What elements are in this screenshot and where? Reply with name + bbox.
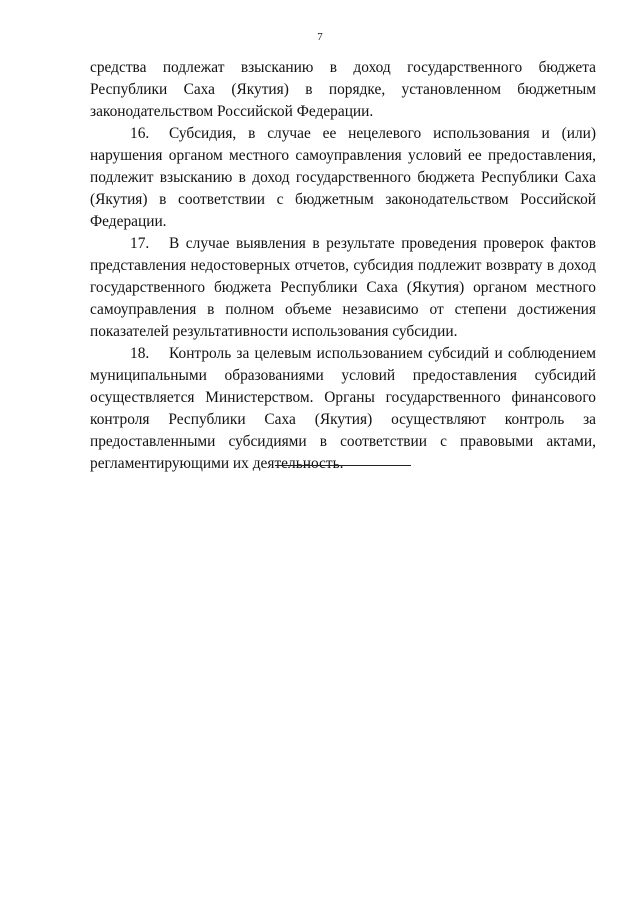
- paragraph-number: 17.: [130, 235, 150, 252]
- paragraph-text: Субсидия, в случае ее нецелевого использования и (или) нарушения органом местного самоуправления условий ее предоставления, подлежит взысканию в доход государственного бюджета Республики Саха (Якутия) в соответствии с бюджетным законодательством Российской Федерации.: [90, 125, 596, 230]
- paragraph-continuation: [90, 57, 596, 123]
- paragraph-text: В случае выявления в результате проведения проверок фактов представления недостоверных отчетов, субсидия подлежит возврату в доход государственного бюджета Республики Саха (Якутия) органом местного самоуправления в полном объеме независимо от степени достижения показателей результативности использования субсидии.: [90, 235, 596, 340]
- end-of-document-rule: [275, 465, 411, 466]
- paragraph-number: 16.: [130, 125, 150, 142]
- paragraph-18: [90, 343, 596, 475]
- document-body: [90, 57, 596, 475]
- paragraph-number: 18.: [130, 345, 150, 362]
- paragraph-16: [90, 123, 596, 233]
- paragraph-text: средства подлежат взысканию в доход государственного бюджета Республики Саха (Якутия) в порядке, установленном бюджетным законодательством Российской Федерации.: [90, 59, 596, 120]
- page-number: 7: [317, 31, 323, 43]
- paragraph-17: [90, 233, 596, 343]
- paragraph-text: Контроль за целевым использованием субсидий и соблюдением муниципальными образованиями условий предоставления субсидий осуществляется Министерством. Органы государственного финансового контроля Республики Саха (Якутия) осуществляют контроль за предоставленными субсидиями в соответствии с правовыми актами, регламентирующими их деятельность.: [90, 345, 596, 472]
